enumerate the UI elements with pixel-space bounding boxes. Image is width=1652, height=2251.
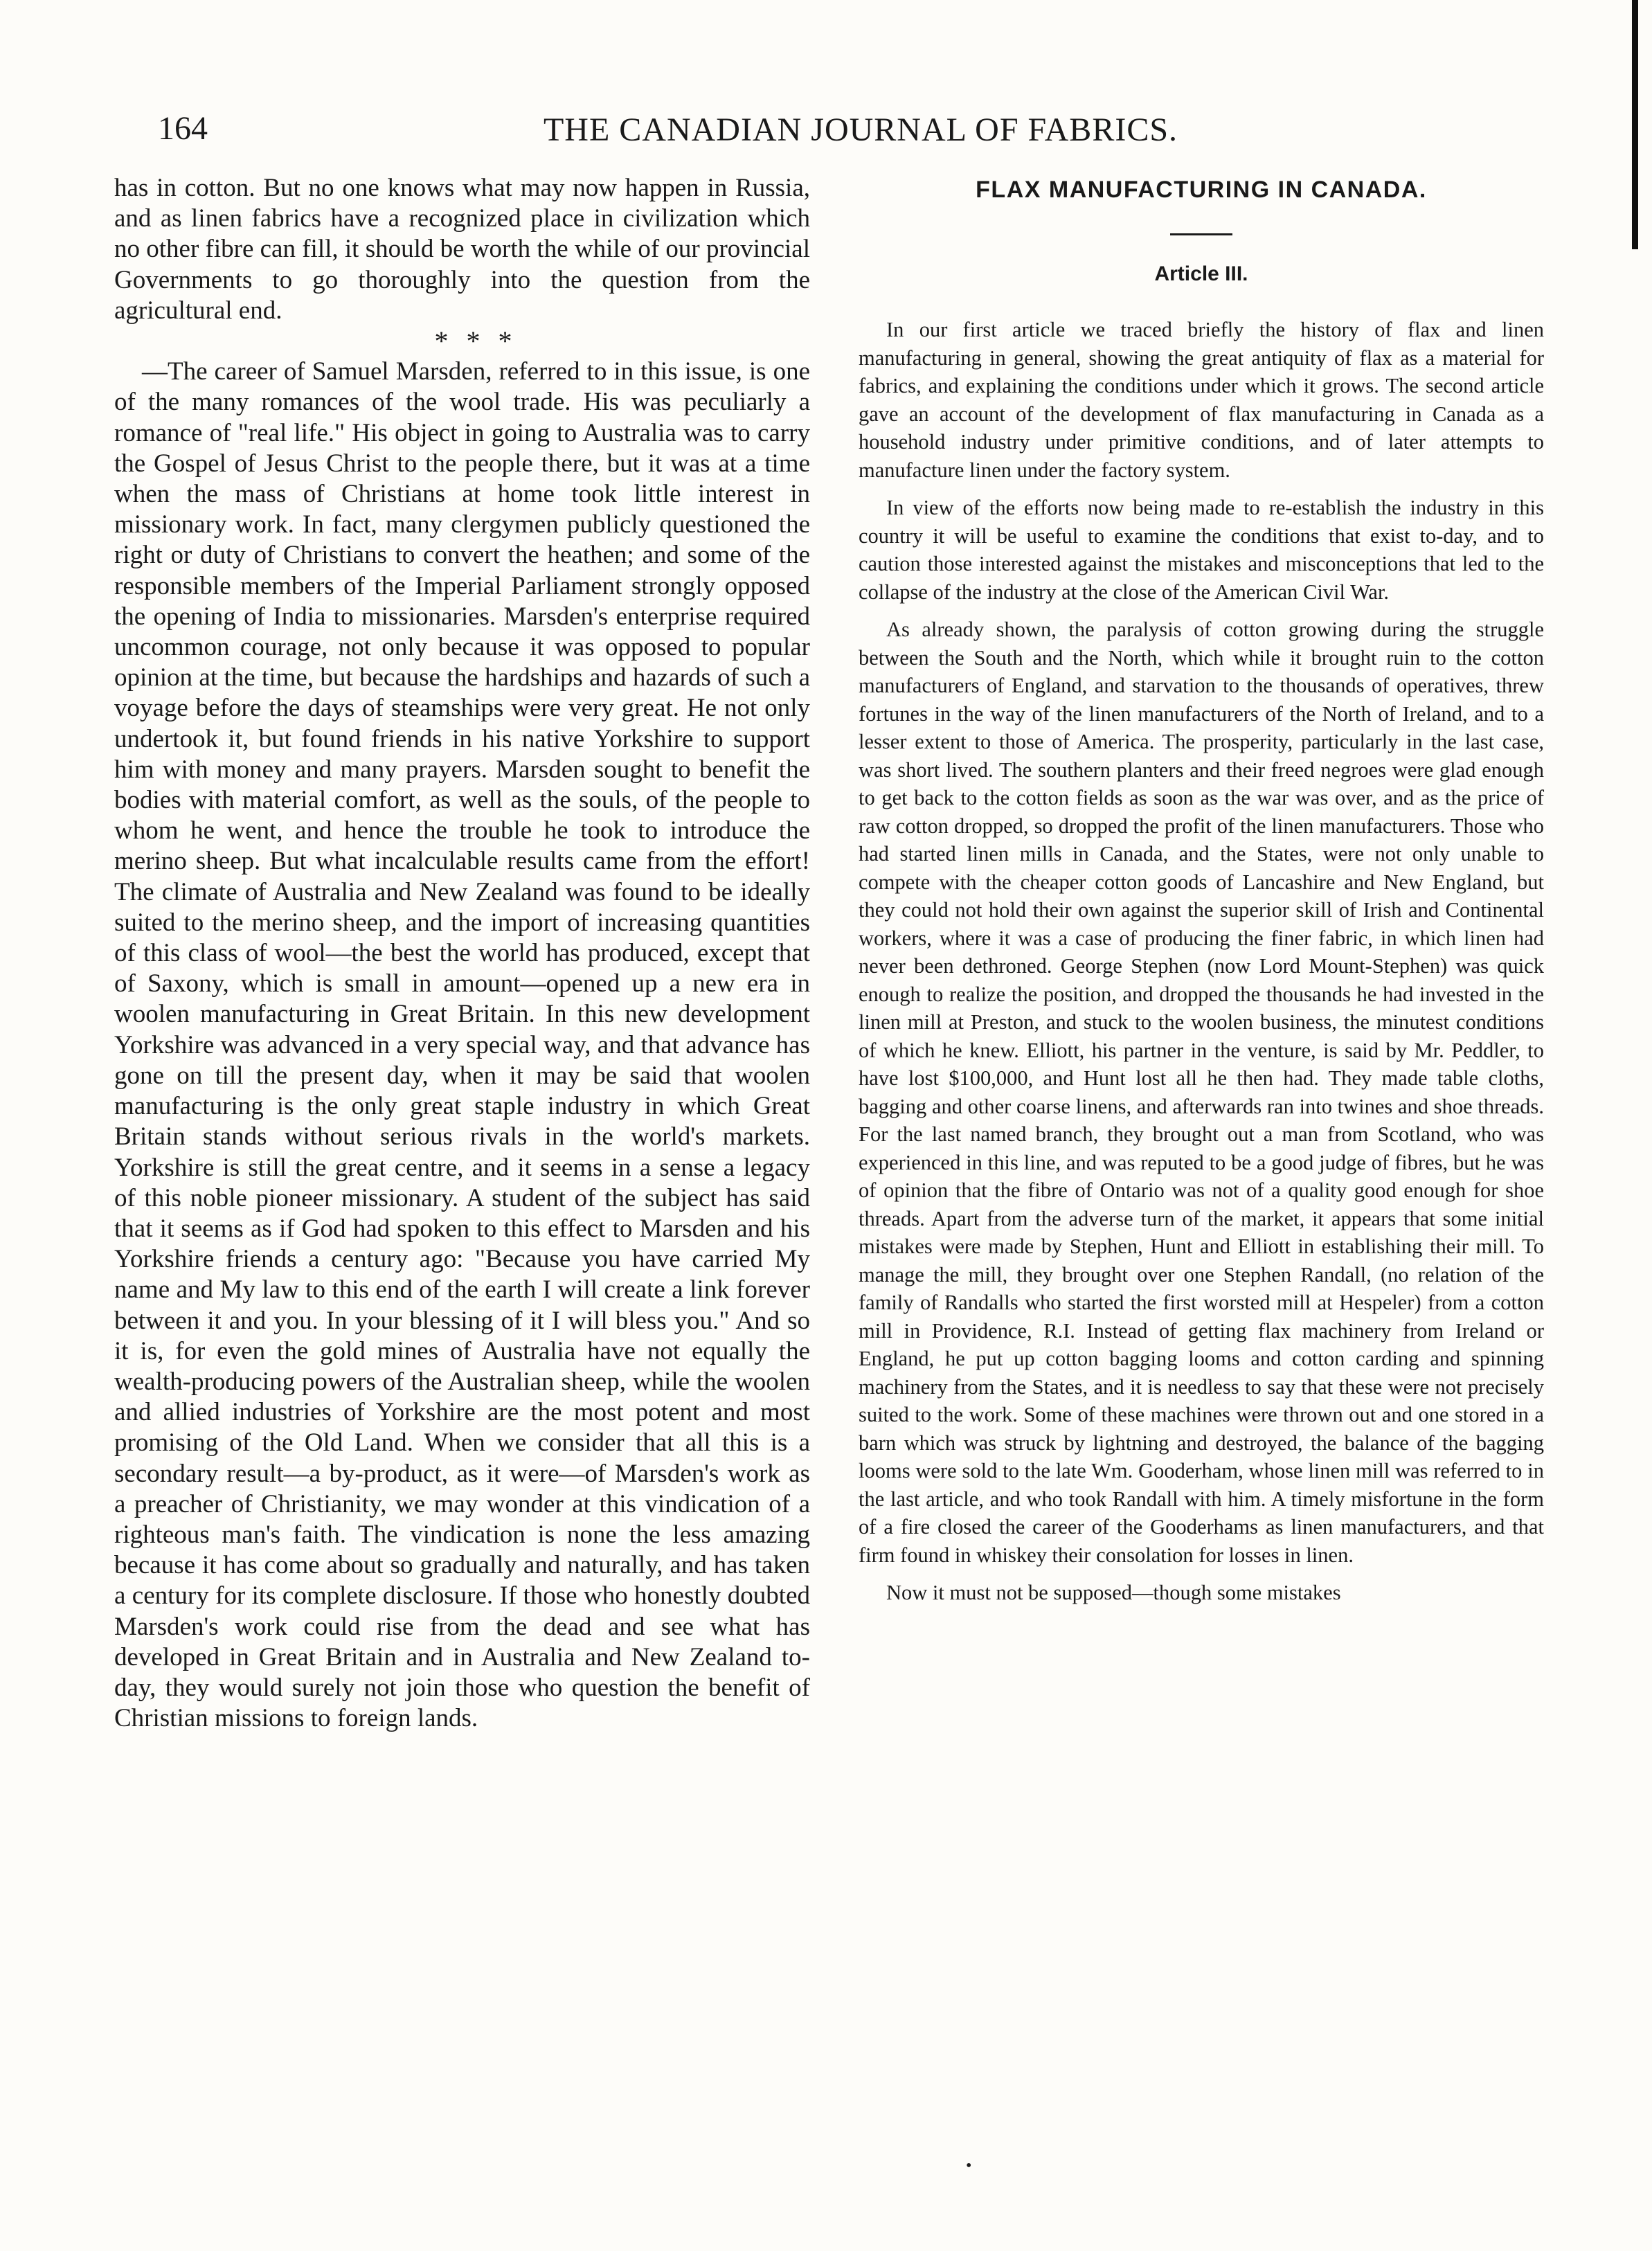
article-title: FLAX MANUFACTURING IN CANADA. <box>976 177 1427 203</box>
title-divider <box>1170 233 1232 235</box>
article-paragraph-1: In our first article we traced briefly the history of flax and linen manufacturing in general, showing the great antiquity of flax as a material for fabrics, and explaining the conditions under which it grows. The second article gave an account of the development of flax manufacturing in Canada as a household industry under primitive conditions, and of later attempts to manufacture linen under the factory system. <box>859 318 1544 482</box>
page-number: 164 <box>158 110 208 147</box>
left-column <box>114 173 810 1734</box>
section-ornament: * * * <box>434 325 518 357</box>
continued-paragraph: has in cotton. But no one knows what may now happen in Russia, and as linen fabrics have a recognized place in civilization which no other fibre can fill, it should be worth the while of our provincial Governments to go thoroughly into the question from the agricultural end. <box>114 174 810 325</box>
footer-mark: • <box>966 2157 972 2175</box>
marsden-paragraph: —The career of Samuel Marsden, referred to in this issue, is one of the many romances of the wool trade. His was peculiarly a romance of "real life." His object in going to Australia was to carry the Gospel of Jesus Christ to the people there, but it was at a time when the mass of Christians at home took little interest in missionary work. In fact, many clergymen publicly questioned the right or duty of Christians to convert the heathen; and some of the responsible members of the Imperial Parliament strongly opposed the opening of India to missionaries. Marsden's enterprise required uncommon courage, not only because it was opposed to popular opinion at the time, but because the hardships and hazards of such a voyage before the days of steamships were very great. He not only undertook it, but found friends in his native Yorkshire to support him with money and many prayers. Marsden sought to benefit the bodies with material comfort, as well as the souls, of the people to whom he went, and hence the trouble he took to introduce the merino sheep. But what incalculable results came from the effort! The climate of Australia and New Zealand was found to be ideally suited to the merino sheep, and the import of increasing quantities of this class of wool—the best the world has produced, except that of Saxony, which is small in amount—opened up a new era in woolen manufacturing in Great Britain. In this new development Yorkshire was advanced in a very special way, and that advance has gone on till the present day, when it may be said that woolen manufacturing is the only great staple industry in which Great Britain stands without serious rivals in the world's markets. Yorkshire is still the great centre, and it seems in a sense a legacy of this noble pioneer missionary. A student of the subject has said that it seems as if God had spoken to this effect to Marsden and his Yorkshire friends a century ago: "Because you have carried My name and My law to this end of the earth I will create a link forever between it and you. In your blessing of it I will bless you." And so it is, for even the gold mines of Australia have not equally the wealth-producing powers of the Australian sheep, while the woolen and allied industries of Yorkshire are the most potent and most promising of the Old Land. When we consider that all this is a secondary result—a by-product, as it were—of Marsden's work as a preacher of Christianity, we may wonder at this vindication of a righteous man's faith. The vindication is none the less amazing because it has come about so gradually and naturally, and has taken a century for its complete disclosure. If those who honestly doubted Marsden's work could rise from the dead and see what has developed in Great Britain and in Australia and New Zealand to-day, they would surely not join those who question the benefit of Christian missions to foreign lands. <box>114 357 810 1733</box>
page-edge-rule <box>1632 0 1638 249</box>
page-header <box>152 104 1569 159</box>
article-paragraph-3: As already shown, the paralysis of cotton growing during the struggle between the South and the North, which while it brought ruin to the cotton manufacturers of England, and starvation to the thousands of operatives, threw fortunes in the way of the linen manufacturers of the North of Ireland, and to a lesser extent to those of America. The prosperity, particularly in the last case, was short lived. The southern planters and their freed negroes were glad enough to get back to the cotton fields as soon as the war was over, and as the price of raw cotton dropped, so dropped the profit of the linen manufacturers. Those who had started linen mills in Canada, and the States, were not only unable to compete with the cheaper cotton goods of Lancashire and New England, but they could not hold their own against the superior skill of Irish and Continental workers, where it was a case of producing the finer fabric, in which linen had never been dethroned. George Stephen (now Lord Mount-Stephen) was quick enough to realize the position, and dropped the thousands he had invested in the linen mill at Preston, and stuck to the woolen business, the minutest conditions of which he knew. Elliott, his partner in the venture, is said by Mr. Peddler, to have lost $100,000, and Hunt lost all he then had. They made table cloths, bagging and other coarse linens, and afterwards ran into twines and shoe threads. For the last named branch, they brought out a man from Scotland, who was experienced in this line, and was reputed to be a good judge of fibres, but he was of opinion that the fibre of Ontario was not of a quality good enough for shoe threads. Apart from the adverse turn of the market, it appears that some initial mistakes were made by Stephen, Hunt and Elliott in establishing their mill. To manage the mill, they brought over one Stephen Randall, (no relation of the family of Randalls who started the first worsted mill at Hespeler) from a cotton mill in Providence, R.I. Instead of getting flax machinery from Ireland or England, he put up cotton bagging looms and cotton carding and spinning machinery from the States, and it is needless to say that these were not precisely suited to the work. Some of these machines were thrown out and one stored in a barn which was struck by lightning and destroyed, the balance of the bagging looms were sold to the late Wm. Gooderham, whose linen mill was referred to in the last article, and who took Randall with him. A timely misfortune in the form of a fire closed the career of the Gooderhams as linen manufacturers, and that firm found in whiskey their consolation for losses in linen. <box>859 618 1544 1567</box>
article-paragraph-4: Now it must not be supposed—though some mistakes <box>886 1581 1341 1604</box>
article-subtitle: Article III. <box>1154 262 1248 285</box>
right-column <box>859 173 1544 1607</box>
article-paragraph-2: In view of the efforts now being made to re-establish the industry in this country it will be useful to examine the conditions that exist to-day, and to caution those interested against the mistakes and misconceptions that led to the collapse of the industry at the close of the American Civil War. <box>859 496 1544 604</box>
running-head: THE CANADIAN JOURNAL OF FABRICS. <box>543 111 1178 148</box>
